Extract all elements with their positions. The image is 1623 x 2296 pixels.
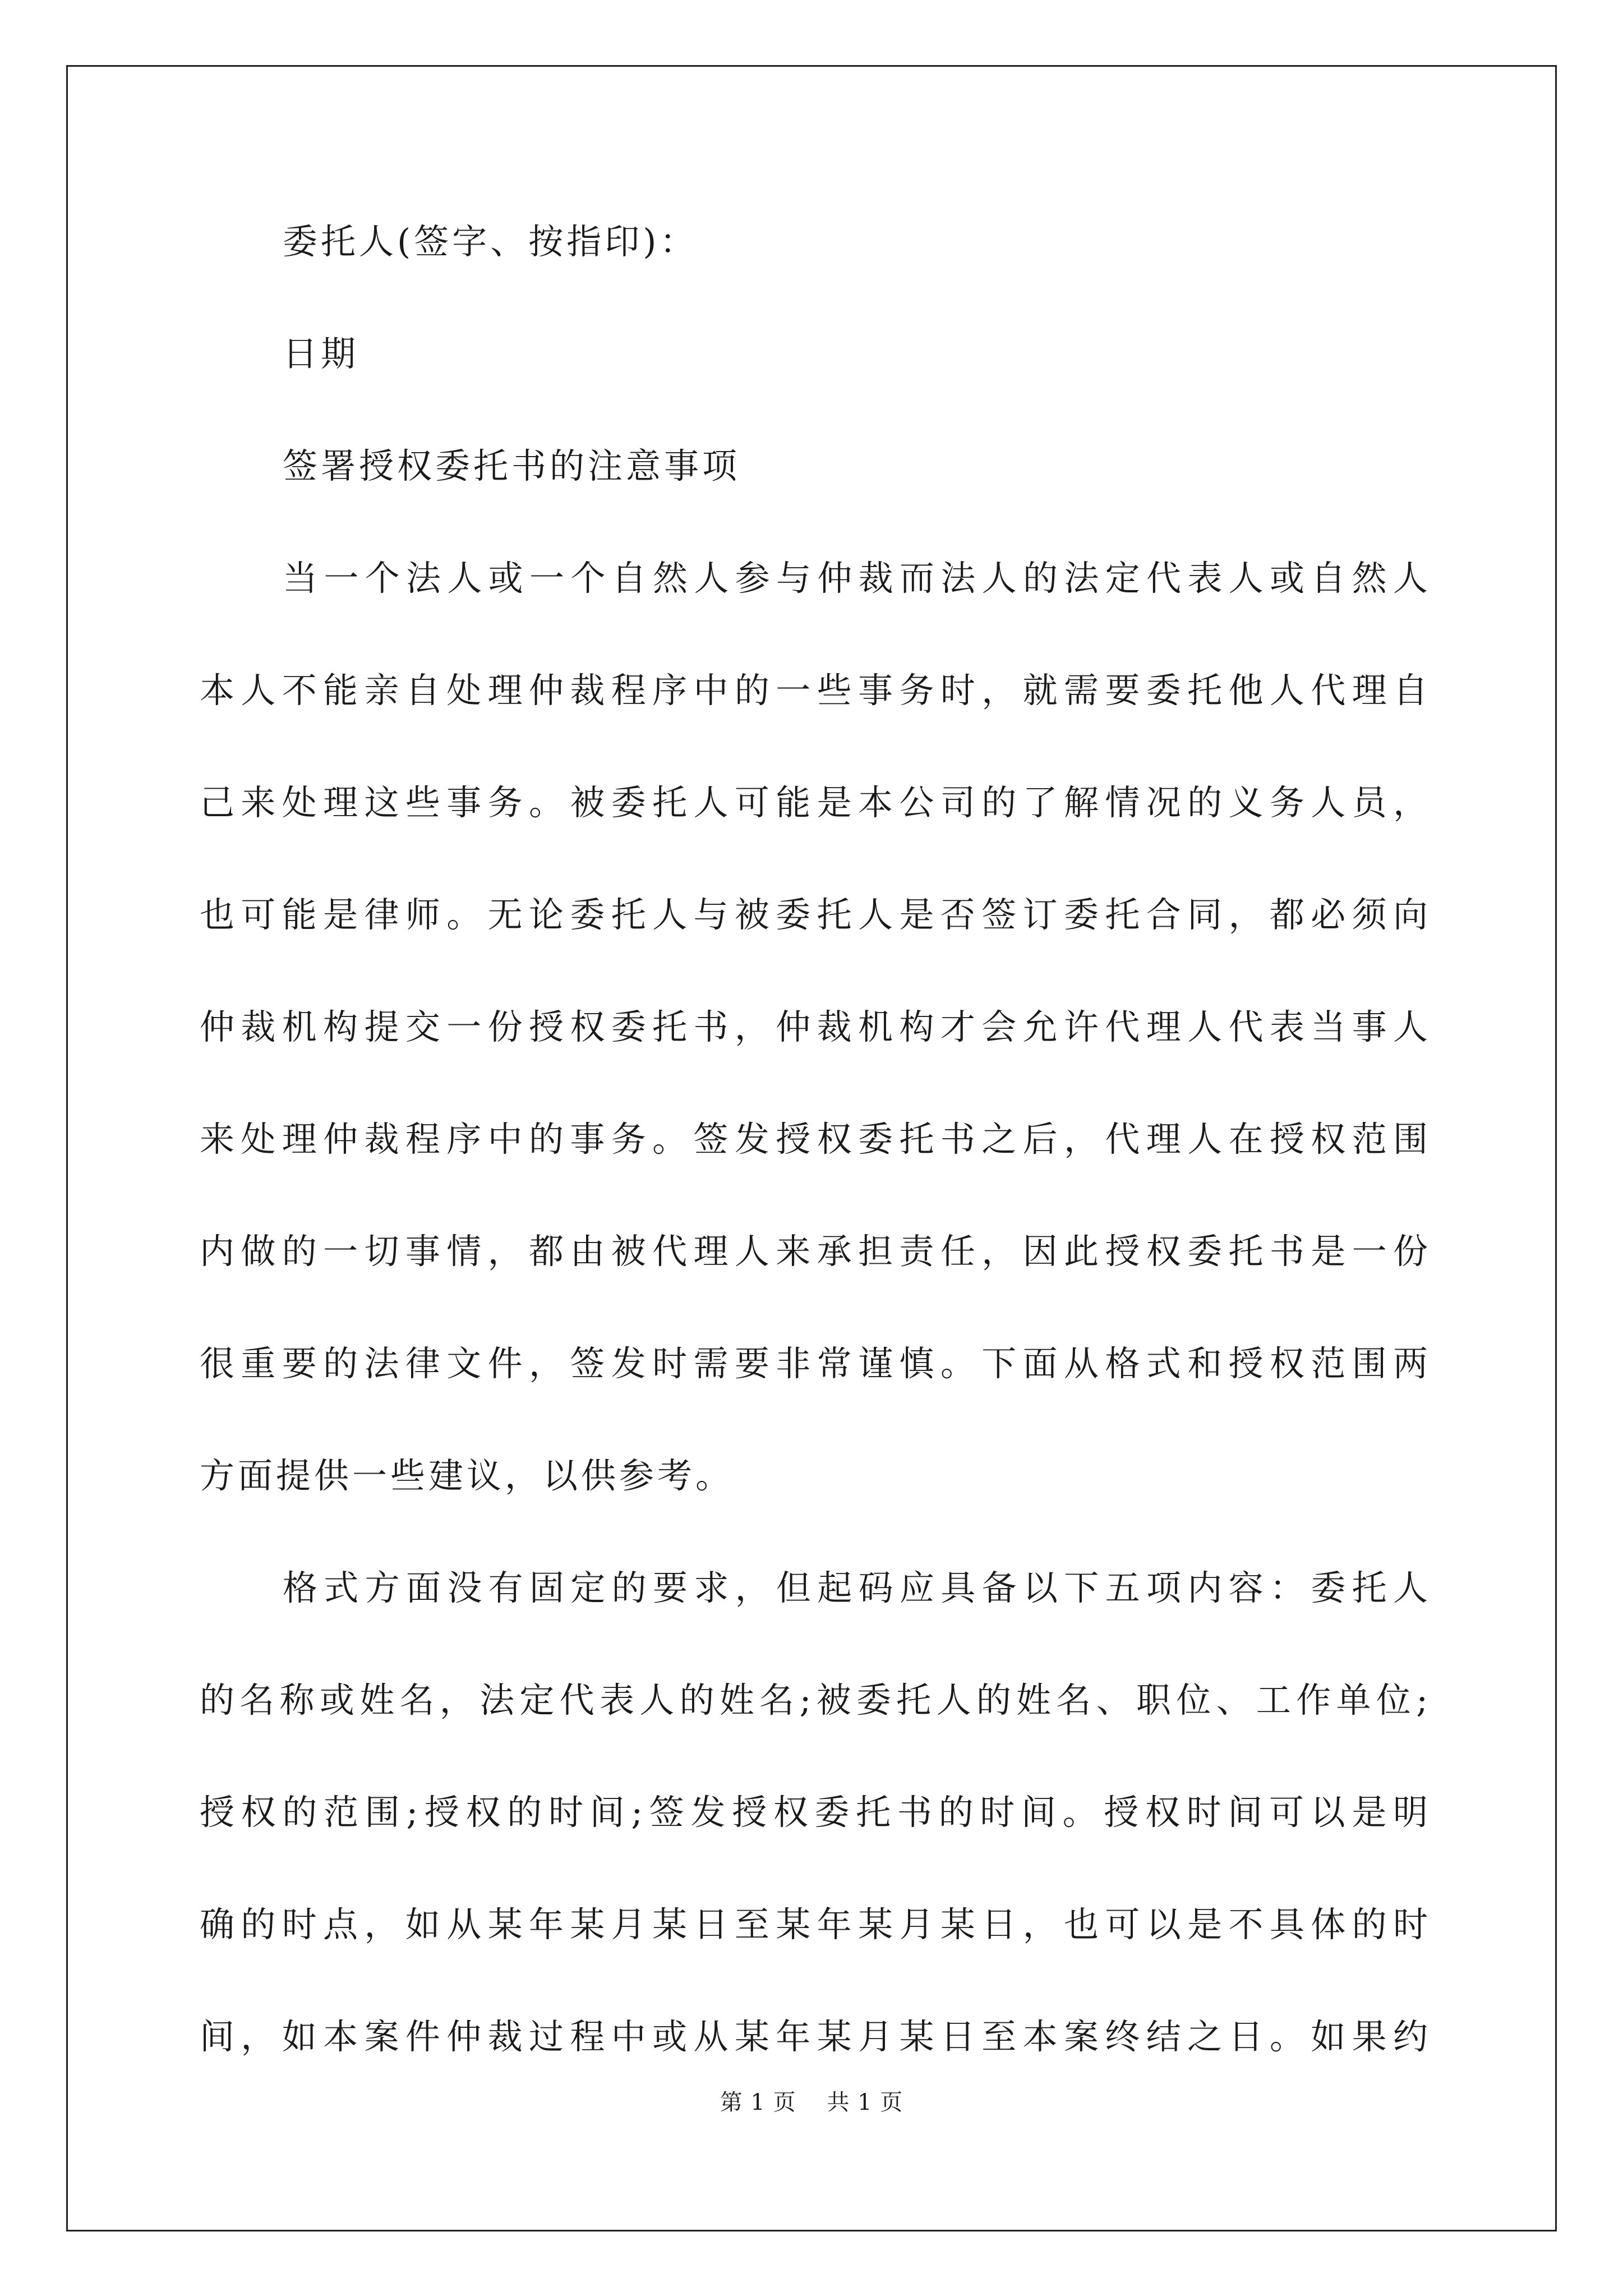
- section-heading: 签署授权委托书的注意事项: [283, 445, 741, 486]
- paragraph-line: 己来处理这些事务。被委托人可能是本公司的了解情况的义务人员，: [200, 782, 1431, 823]
- paragraph-line: 确的时点，如从某年某月某日至某年某月某日，也可以是不具体的时: [200, 1904, 1431, 1945]
- paragraph-line: 也可能是律师。无论委托人与被委托人是否签订委托合同，都必须向: [200, 894, 1431, 935]
- date-line: 日期: [283, 333, 359, 374]
- paragraph-line: 内做的一切事情，都由被代理人来承担责任，因此授权委托书是一份: [200, 1231, 1431, 1272]
- paragraph-line: 间，如本案件仲裁过程中或从某年某月某日至本案终结之日。如果约: [200, 2016, 1431, 2057]
- page-number-footer: 第 1 页 共 1 页: [720, 2090, 903, 2115]
- paragraph-line: 的名称或姓名，法定代表人的姓名;被委托人的姓名、职位、工作单位;: [200, 1680, 1431, 1720]
- paragraph-line: 本人不能亲自处理仲裁程序中的一些事务时，就需要委托他人代理自: [200, 670, 1431, 711]
- paragraph-line: 格式方面没有固定的要求，但起码应具备以下五项内容：委托人: [283, 1567, 1431, 1608]
- paragraph-line: 方面提供一些建议，以供参考。: [200, 1455, 734, 1496]
- signature-line: 委托人(签字、按指印)：: [283, 221, 698, 262]
- paragraph-line: 很重要的法律文件，签发时需要非常谨慎。下面从格式和授权范围两: [200, 1343, 1431, 1384]
- document-body: [200, 219, 1431, 2126]
- paragraph-line: 授权的范围;授权的时间;签发授权委托书的时间。授权时间可以是明: [200, 1792, 1431, 1833]
- paragraph-line: 仲裁机构提交一份授权委托书，仲裁机构才会允许代理人代表当事人: [200, 1006, 1431, 1047]
- paragraph-line: 当一个法人或一个自然人参与仲裁而法人的法定代表人或自然人: [283, 558, 1431, 599]
- paragraph-line: 来处理仲裁程序中的事务。签发授权委托书之后，代理人在授权范围: [200, 1119, 1431, 1159]
